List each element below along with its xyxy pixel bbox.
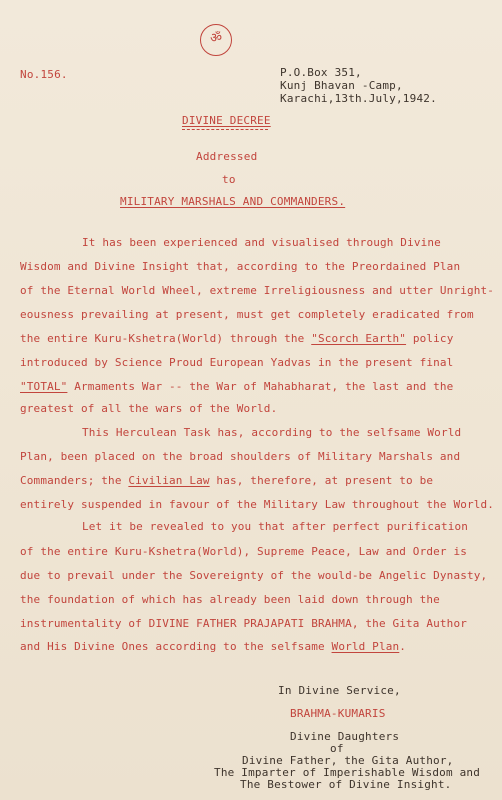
para3-line2: of the entire Kuru-Kshetra(World), Supreme Peace, Law and Order is xyxy=(20,545,467,558)
total-term: "TOTAL" xyxy=(20,380,68,393)
para3-line4: the foundation of which has already been laid down through the xyxy=(20,593,440,606)
para1-line1: It has been experienced and visualised through Divine xyxy=(82,236,441,249)
para1-line5 xyxy=(20,332,453,345)
para2-line3-end: has, therefore, at present to be xyxy=(209,474,434,487)
world-plan-term: World Plan xyxy=(331,640,400,653)
para1-line7 xyxy=(20,380,453,393)
para2-line3 xyxy=(20,474,433,487)
para3-line6-start: and His Divine Ones according to the selfsame xyxy=(20,640,332,653)
title-double-underline xyxy=(182,129,268,131)
para2-line2: Plan, been placed on the broad shoulders of Military Marshals and xyxy=(20,450,461,463)
closing-daughters: Divine Daughters xyxy=(290,730,400,743)
para1-line3: of the Eternal World Wheel, extreme Irreligiousness and utter Unright- xyxy=(20,284,495,297)
address-line-1: P.O.Box 351, xyxy=(280,66,362,79)
para2-line1: This Herculean Task has, according to the selfsame World xyxy=(82,426,462,439)
closing-organisation: BRAHMA-KUMARIS xyxy=(290,707,386,720)
closing-bestower: The Bestower of Divine Insight. xyxy=(240,778,452,791)
scorch-earth-term: "Scorch Earth" xyxy=(311,332,407,345)
para3-line3: due to prevail under the Sovereignty of the would-be Angelic Dynasty, xyxy=(20,569,488,582)
closing-of: of xyxy=(330,742,344,755)
closing-father: Divine Father, the Gita Author, xyxy=(242,754,454,767)
para1-line6: introduced by Science Proud European Yadvas in the present final xyxy=(20,356,454,369)
para3-line5: instrumentality of DIVINE FATHER PRAJAPATI BRAHMA, the Gita Author xyxy=(20,617,467,630)
reference-number: No.156. xyxy=(20,68,68,81)
closing-service: In Divine Service, xyxy=(278,684,401,697)
para3-line6 xyxy=(20,640,406,653)
document-title: DIVINE DECREE xyxy=(182,114,271,127)
para3-line1: Let it be revealed to you that after perfect purification xyxy=(82,520,469,533)
closing-imparter: The Imparter of Imperishable Wisdom and xyxy=(214,766,481,779)
para1-line7-end: Armaments War -- the War of Mahabharat, the last and the xyxy=(67,380,454,393)
om-seal-icon: ॐ xyxy=(200,24,232,56)
addressed-label: Addressed xyxy=(196,150,258,163)
para2-line3-start: Commanders; the xyxy=(20,474,129,487)
address-date-line: Karachi,13th.July,1942. xyxy=(280,92,437,105)
para1-line5-start: the entire Kuru-Kshetra(World) through the xyxy=(20,332,312,345)
recipients-heading: MILITARY MARSHALS AND COMMANDERS. xyxy=(120,195,346,208)
para1-line2: Wisdom and Divine Insight that, according to the Preordained Plan xyxy=(20,260,461,273)
para1-line5-end: policy xyxy=(406,332,454,345)
address-line-2: Kunj Bhavan -Camp, xyxy=(280,79,403,92)
para2-line4: entirely suspended in favour of the Military Law throughout the World. xyxy=(20,498,495,511)
para3-line6-end: . xyxy=(399,640,407,653)
civilian-law-term: Civilian Law xyxy=(128,474,210,487)
to-label: to xyxy=(222,173,236,186)
para1-line4: eousness prevailing at present, must get completely eradicated from xyxy=(20,308,474,321)
para1-line8: greatest of all the wars of the World. xyxy=(20,402,278,415)
